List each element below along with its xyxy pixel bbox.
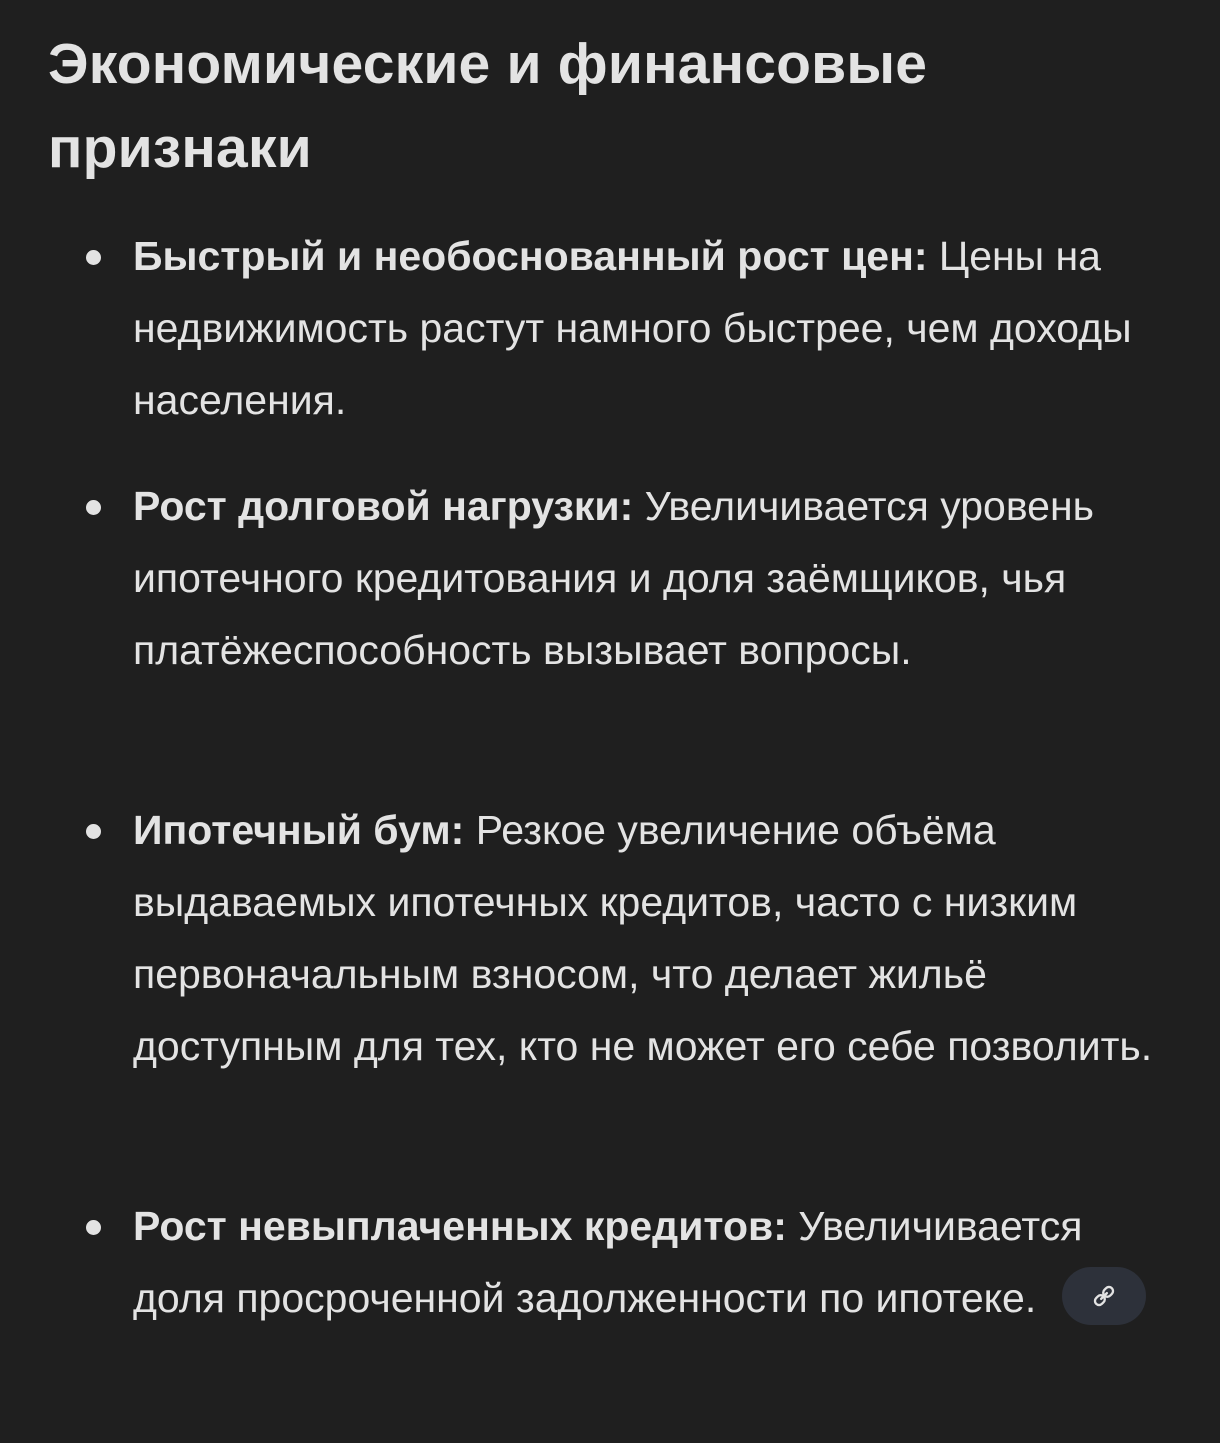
list-item	[133, 470, 1183, 686]
list-item	[133, 220, 1183, 436]
bullet-dot	[86, 1220, 101, 1235]
bullet-label: Ипотечный бум:	[133, 807, 476, 853]
section-title: Экономические и финансовые признаки	[48, 32, 928, 180]
bullet-text: Резкое увеличение объёма выдаваемых ипотечных кредитов, часто с низким первоначальным взносом, что делает жильё доступным для тех, кто не может его себе позволить.	[133, 807, 1153, 1069]
bullet-dot	[86, 250, 101, 265]
bullet-label: Рост долговой нагрузки:	[133, 483, 645, 529]
bullet-dot	[86, 500, 101, 515]
bullet-text: Увеличивается уровень ипотечного кредитования и доля заёмщиков, чья платёжеспособность вызывает вопросы.	[133, 483, 1094, 673]
bullet-text: Увеличивается доля просроченной задолженности по ипотеке.	[133, 1203, 1083, 1321]
list-item	[133, 794, 1183, 1082]
bullet-dot	[86, 824, 101, 839]
bullet-label: Рост невыплаченных кредитов:	[133, 1203, 799, 1249]
bullet-label: Быстрый и необоснованный рост цен:	[133, 233, 939, 279]
link-icon	[1090, 1282, 1118, 1310]
source-link-button[interactable]	[1062, 1267, 1146, 1325]
list-item	[133, 1190, 1183, 1334]
bullet-text: Цены на недвижимость растут намного быстрее, чем доходы населения.	[133, 233, 1132, 423]
